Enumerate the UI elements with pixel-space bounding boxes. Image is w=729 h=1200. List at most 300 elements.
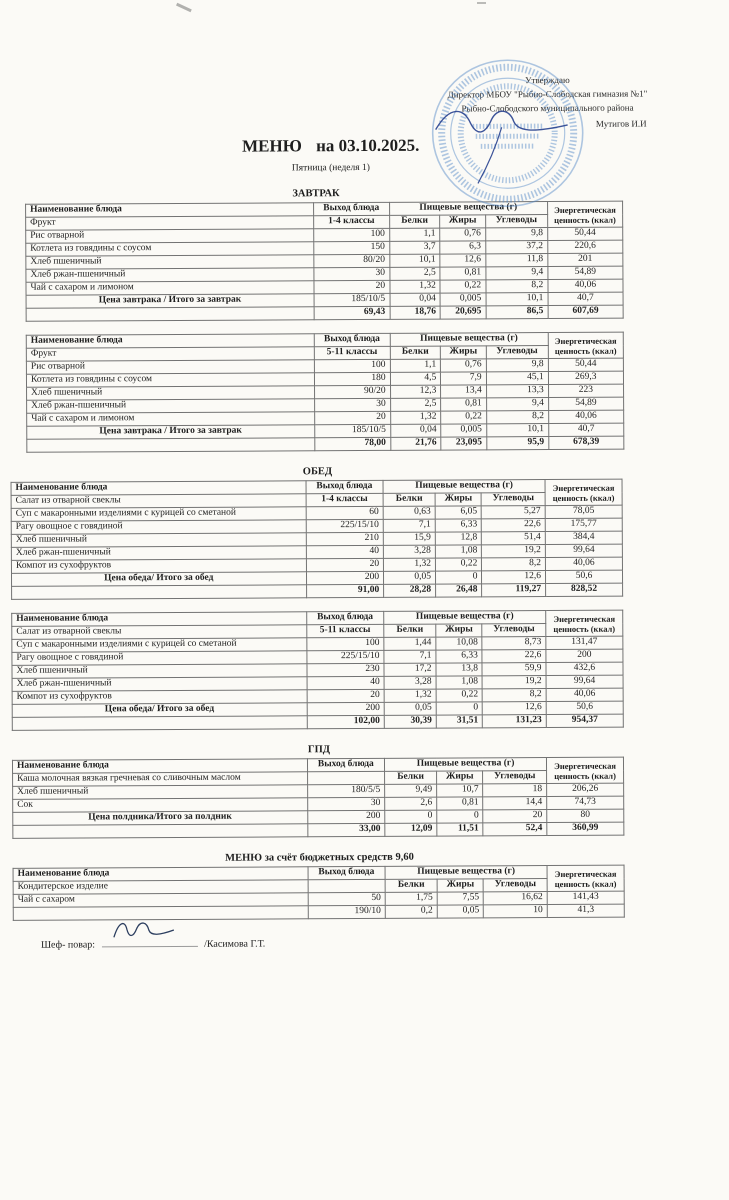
dish-name-cell: Хлеб пшеничный xyxy=(11,533,306,548)
dish-name-cell: Рагу овощное с говядиной xyxy=(11,520,306,535)
value-cell: 20 xyxy=(314,411,390,424)
dish-name-cell: Хлеб ржан-пшеничный xyxy=(12,677,307,692)
value-cell: 3,28 xyxy=(383,545,435,558)
title-word: МЕНЮ xyxy=(242,136,302,156)
value-cell: 9,4 xyxy=(486,398,548,411)
value-cell: 91,00 xyxy=(306,584,384,597)
value-cell: 50,6 xyxy=(546,701,623,714)
value-cell: 22,6 xyxy=(482,519,546,532)
value-cell: 41,3 xyxy=(547,904,624,917)
value-cell: 230 xyxy=(306,663,384,676)
value-cell: 0 xyxy=(436,571,482,584)
value-cell: 40 xyxy=(306,545,384,558)
value-cell: 54,89 xyxy=(548,266,623,279)
value-cell: 201 xyxy=(548,253,623,266)
approval-line-2: Директор МБОУ "Рыбно-Слободская гимназия №1" xyxy=(447,88,648,100)
value-cell: 26,48 xyxy=(436,584,482,597)
dish-name-cell: Хлеб пшеничный xyxy=(27,386,315,401)
value-cell: 86,5 xyxy=(486,306,548,319)
value-cell: 12,3 xyxy=(390,385,441,398)
signature-tail xyxy=(478,127,502,183)
table-body xyxy=(13,783,624,838)
value-cell: 11,51 xyxy=(437,823,483,836)
value-cell: 51,4 xyxy=(482,532,546,545)
value-cell: 3,7 xyxy=(389,241,440,254)
value-cell: 5,27 xyxy=(482,506,546,519)
first-dish-name-cell: Фрукт xyxy=(26,347,314,362)
value-cell: 10,1 xyxy=(389,254,440,267)
value-cell: 1,1 xyxy=(390,359,441,372)
value-cell: 52,4 xyxy=(483,823,547,836)
value-cell: 40,06 xyxy=(546,688,623,701)
dish-name-cell: Рагу овощное с говядиной xyxy=(12,651,307,666)
dish-name-cell: Рис отварной xyxy=(26,229,314,244)
col-header-dish-name: Наименование блюда xyxy=(26,334,314,349)
menu-table xyxy=(13,865,625,921)
chef-signature-icon xyxy=(107,915,179,945)
value-cell: 0,04 xyxy=(390,293,441,306)
value-cell: 30,39 xyxy=(384,715,436,728)
section-heading: ГПД xyxy=(307,744,330,756)
dish-name-cell: Цена завтрака / Итого за завтрак xyxy=(27,425,315,440)
value-cell: 13,4 xyxy=(441,385,486,398)
value-cell: 6,33 xyxy=(435,519,481,532)
value-cell: 185/10/5 xyxy=(314,424,390,437)
chef-label: Шеф- повар: xyxy=(40,939,96,951)
table-row xyxy=(27,436,624,452)
value-cell: 18 xyxy=(483,784,547,797)
class-label-cell: 5-11 классы xyxy=(306,624,384,637)
value-cell: 19,2 xyxy=(482,545,546,558)
value-cell: 6,05 xyxy=(435,506,481,519)
value-cell: 1,32 xyxy=(390,280,441,293)
value-cell: 141,43 xyxy=(547,891,624,904)
value-cell: 31,51 xyxy=(436,715,482,728)
value-cell: 225/15/10 xyxy=(306,519,384,532)
table-body xyxy=(11,505,622,599)
value-cell: 12,6 xyxy=(440,254,485,267)
dish-name-cell: Рис отварной xyxy=(26,360,314,375)
menu-table xyxy=(11,610,624,731)
value-cell: 12,6 xyxy=(483,702,547,715)
value-cell: 12,8 xyxy=(435,532,481,545)
table-row xyxy=(12,714,623,730)
value-cell: 78,00 xyxy=(315,437,391,450)
table-row xyxy=(13,904,624,920)
col-header-nutrients: Пищевые вещества (г) xyxy=(384,611,546,625)
value-cell: 50,44 xyxy=(548,358,623,371)
value-cell: 190/10 xyxy=(308,905,386,918)
value-cell: 678,39 xyxy=(549,436,624,449)
class-label-cell: 1-4 классы xyxy=(313,215,389,228)
value-cell: 0,22 xyxy=(440,280,485,293)
value-cell: 20 xyxy=(483,810,547,823)
dish-name-cell xyxy=(13,824,308,839)
col-header-energy: Энергетическая ценность (ккал) xyxy=(548,332,623,358)
section-heading: ЗАВТРАК xyxy=(292,188,340,200)
class-label-cell: 1-4 классы xyxy=(306,493,384,506)
dish-name-cell: Компот из сухофруктов xyxy=(12,690,307,705)
approval-line-3: Рыбно-Слободского муниципального района xyxy=(461,102,634,114)
dish-name-cell: Хлеб пшеничный xyxy=(13,785,308,800)
value-cell: 13,8 xyxy=(436,663,482,676)
value-cell: 225/15/10 xyxy=(306,650,384,663)
col-header-energy: Энергетическая ценность (ккал) xyxy=(546,757,623,783)
value-cell: 0,22 xyxy=(436,689,482,702)
value-cell: 33,00 xyxy=(307,823,385,836)
col-header-fat: Жиры xyxy=(440,215,485,228)
value-cell: 100 xyxy=(306,637,384,650)
chef-name: /Касимова Г.Т. xyxy=(204,938,266,950)
value-cell: 0,005 xyxy=(441,424,486,437)
value-cell: 200 xyxy=(307,810,385,823)
value-cell: 40,7 xyxy=(548,292,623,305)
value-cell: 360,99 xyxy=(547,822,624,835)
col-header-output: Выход блюда xyxy=(306,480,384,493)
col-header-protein: Белки xyxy=(389,215,440,228)
value-cell: 0,81 xyxy=(437,797,483,810)
value-cell: 10 xyxy=(484,905,548,918)
section-heading: ОБЕД xyxy=(302,466,333,478)
value-cell: 9,8 xyxy=(485,228,547,241)
value-cell: 40 xyxy=(307,676,385,689)
director-name: Мутигов И.И xyxy=(595,118,647,129)
value-cell: 1,32 xyxy=(384,689,436,702)
value-cell: 22,6 xyxy=(482,650,546,663)
value-cell: 20,695 xyxy=(440,306,485,319)
value-cell: 20 xyxy=(314,280,390,293)
value-cell: 0,05 xyxy=(384,702,436,715)
value-cell: 7,1 xyxy=(384,650,436,663)
chef-signature-stroke xyxy=(113,923,173,937)
approval-line-1: Утверждаю xyxy=(525,74,570,86)
value-cell: 0,81 xyxy=(441,398,486,411)
value-cell: 74,73 xyxy=(547,796,624,809)
value-cell: 21,76 xyxy=(390,437,441,450)
value-cell: 95,9 xyxy=(486,437,548,450)
section-tables xyxy=(3,478,729,731)
value-cell: 0,76 xyxy=(440,228,485,241)
first-dish-name-cell: Каша молочная вязкая гречневая со сливочным маслом xyxy=(13,772,308,787)
value-cell: 1,75 xyxy=(385,892,437,905)
table-body xyxy=(13,891,624,920)
value-cell: 37,2 xyxy=(485,241,547,254)
col-header-carbs: Углеводы xyxy=(482,493,546,506)
col-header-protein: Белки xyxy=(384,624,436,637)
col-header-carbs: Углеводы xyxy=(486,346,548,359)
col-header-dish-name: Наименование блюда xyxy=(12,759,307,774)
value-cell: 10,1 xyxy=(486,293,548,306)
menu-section xyxy=(4,742,729,839)
chef-line xyxy=(41,934,729,951)
value-cell: 119,27 xyxy=(482,584,546,597)
col-header-nutrients: Пищевые вещества (г) xyxy=(383,480,545,494)
col-header-nutrients: Пищевые вещества (г) xyxy=(385,758,547,772)
dish-name-cell: Чай с сахаром и лимоном xyxy=(27,412,315,427)
col-header-carbs: Углеводы xyxy=(482,624,546,637)
col-header-dish-name: Наименование блюда xyxy=(11,481,306,496)
value-cell: 2,5 xyxy=(390,398,441,411)
value-cell: 19,2 xyxy=(482,676,546,689)
page-subtitle: Пятница (неделя 1) xyxy=(291,162,370,174)
value-cell: 0,22 xyxy=(435,558,481,571)
value-cell: 90/20 xyxy=(314,385,390,398)
dish-name-cell xyxy=(12,585,307,600)
col-header-output: Выход блюда xyxy=(308,866,386,879)
value-cell: 9,49 xyxy=(385,784,437,797)
class-label-cell: 5-11 классы xyxy=(314,346,390,359)
value-cell: 8,2 xyxy=(486,411,548,424)
value-cell: 80/20 xyxy=(314,254,390,267)
value-cell: 99,64 xyxy=(546,675,623,688)
value-cell: 45,1 xyxy=(486,372,548,385)
dish-name-cell: Котлета из говядины с соусом xyxy=(26,373,314,388)
section-tables xyxy=(1,200,729,453)
col-header-carbs: Углеводы xyxy=(483,771,547,784)
dish-name-cell xyxy=(12,716,307,731)
value-cell: 3,28 xyxy=(384,676,436,689)
value-cell: 18,76 xyxy=(390,306,441,319)
value-cell: 9,4 xyxy=(486,267,548,280)
menu-section xyxy=(1,186,729,453)
value-cell: 8,2 xyxy=(483,689,547,702)
col-header-output: Выход блюда xyxy=(313,202,389,215)
dish-name-cell: Чай с сахаром xyxy=(13,893,308,908)
dish-name-cell: Хлеб ржан-пшеничный xyxy=(27,399,315,414)
value-cell: 0 xyxy=(436,702,482,715)
table-body xyxy=(26,227,623,321)
chef-signature-area xyxy=(102,937,198,948)
value-cell: 30 xyxy=(314,398,390,411)
value-cell: 30 xyxy=(314,267,390,280)
menu-table xyxy=(11,479,624,600)
menu-section xyxy=(4,850,729,921)
value-cell: 7,9 xyxy=(441,372,486,385)
dish-name-cell: Хлеб ржан-пшеничный xyxy=(26,268,314,283)
dish-name-cell: Цена обеда/ Итого за обед xyxy=(12,703,307,718)
dish-name-cell: Хлеб ржан-пшеничный xyxy=(11,546,306,561)
table-row xyxy=(12,583,623,599)
value-cell: 0 xyxy=(385,810,437,823)
value-cell: 20 xyxy=(306,558,384,571)
value-cell: 2,5 xyxy=(389,267,440,280)
menu-section xyxy=(2,464,729,731)
value-cell: 15,9 xyxy=(383,532,435,545)
value-cell: 206,26 xyxy=(547,783,624,796)
value-cell: 185/10/5 xyxy=(314,293,390,306)
dish-name-cell: Хлеб пшеничный xyxy=(12,664,307,679)
value-cell: 131,47 xyxy=(546,636,623,649)
value-cell: 0,05 xyxy=(437,905,483,918)
value-cell: 7,1 xyxy=(383,519,435,532)
dish-name-cell: Цена обеда/ Итого за обед xyxy=(11,572,306,587)
value-cell: 0,05 xyxy=(384,571,436,584)
value-cell: 0 xyxy=(437,810,483,823)
value-cell: 59,9 xyxy=(482,663,546,676)
col-header-output: Выход блюда xyxy=(314,333,390,346)
value-cell: 1,08 xyxy=(436,676,482,689)
first-dish-name-cell: Салат из отварной свеклы xyxy=(11,494,306,509)
col-header-dish-name: Наименование блюда xyxy=(12,612,307,627)
value-cell: 200 xyxy=(546,649,623,662)
value-cell: 384,4 xyxy=(545,531,622,544)
table-body xyxy=(12,636,623,730)
dish-name-cell: Цена полдника/Итого за полдник xyxy=(13,811,308,826)
value-cell: 607,69 xyxy=(548,305,623,318)
value-cell: 175,77 xyxy=(545,518,622,531)
col-header-protein: Белки xyxy=(385,879,437,892)
value-cell: 100 xyxy=(314,359,390,372)
col-header-fat: Жиры xyxy=(437,879,483,892)
value-cell: 14,4 xyxy=(483,797,547,810)
value-cell: 23,095 xyxy=(441,437,486,450)
menu-table xyxy=(12,757,624,839)
value-cell: 0,04 xyxy=(390,424,441,437)
value-cell: 131,23 xyxy=(483,715,547,728)
value-cell: 50,44 xyxy=(547,227,622,240)
table-row xyxy=(13,822,624,838)
value-cell: 30 xyxy=(307,797,385,810)
value-cell: 6,3 xyxy=(440,241,485,254)
value-cell: 2,6 xyxy=(385,797,437,810)
value-cell: 12,09 xyxy=(385,823,437,836)
value-cell: 54,89 xyxy=(548,397,623,410)
value-cell: 12,6 xyxy=(482,571,546,584)
value-cell: 9,8 xyxy=(486,359,548,372)
value-cell: 8,2 xyxy=(482,558,546,571)
value-cell: 954,37 xyxy=(546,714,623,727)
value-cell: 269,3 xyxy=(548,371,623,384)
col-header-dish-name: Наименование блюда xyxy=(13,867,308,882)
first-dish-name-cell: Салат из отварной свеклы xyxy=(12,625,307,640)
class-label-cell xyxy=(307,771,385,784)
value-cell: 1,32 xyxy=(384,558,436,571)
dish-name-cell xyxy=(26,307,314,322)
value-cell: 150 xyxy=(314,241,390,254)
director-signature-icon xyxy=(426,97,576,190)
value-cell: 8,73 xyxy=(482,637,546,650)
menu-table xyxy=(26,332,625,453)
value-cell: 102,00 xyxy=(307,715,385,728)
value-cell: 80 xyxy=(547,809,624,822)
value-cell: 10,08 xyxy=(436,637,482,650)
value-cell: 16,62 xyxy=(484,892,548,905)
dish-name-cell: Сок xyxy=(13,798,308,813)
col-header-energy: Энергетическая ценность (ккал) xyxy=(546,610,623,636)
value-cell: 10,7 xyxy=(437,784,483,797)
section-tables xyxy=(5,864,729,921)
value-cell: 0,63 xyxy=(383,506,435,519)
col-header-energy: Энергетическая ценность (ккал) xyxy=(545,479,622,505)
value-cell: 6,33 xyxy=(436,650,482,663)
value-cell: 40,06 xyxy=(548,410,623,423)
value-cell: 0,005 xyxy=(440,293,485,306)
class-label-cell xyxy=(308,879,386,892)
section-heading: МЕНЮ за счёт бюджетных средств 9,60 xyxy=(225,851,414,864)
dish-name-cell xyxy=(27,438,315,453)
value-cell: 99,64 xyxy=(545,544,622,557)
col-header-nutrients: Пищевые вещества (г) xyxy=(389,202,547,216)
value-cell: 1,08 xyxy=(435,545,481,558)
value-cell: 200 xyxy=(306,571,384,584)
value-cell: 17,2 xyxy=(384,663,436,676)
dish-name-cell: Суп с макаронными изделиями с курицей со сметаной xyxy=(11,507,306,522)
value-cell: 8,2 xyxy=(486,280,548,293)
value-cell: 40,06 xyxy=(548,279,623,292)
value-cell: 0,2 xyxy=(385,905,437,918)
value-cell: 40,06 xyxy=(545,557,622,570)
table-row xyxy=(26,305,623,321)
value-cell: 1,1 xyxy=(389,228,440,241)
value-cell: 10,1 xyxy=(486,424,548,437)
value-cell: 180/5/5 xyxy=(307,784,385,797)
col-header-protein: Белки xyxy=(385,771,437,784)
col-header-nutrients: Пищевые вещества (г) xyxy=(385,866,547,880)
col-header-output: Выход блюда xyxy=(306,611,384,624)
col-header-protein: Белки xyxy=(383,493,435,506)
value-cell: 200 xyxy=(307,702,385,715)
value-cell: 210 xyxy=(306,532,384,545)
value-cell: 0,81 xyxy=(440,267,485,280)
col-header-energy: Энергетическая ценность (ккал) xyxy=(547,201,622,227)
dish-name-cell: Хлеб пшеничный xyxy=(26,255,314,270)
value-cell: 28,28 xyxy=(384,584,436,597)
table-body xyxy=(26,358,623,452)
dish-name-cell: Суп с макаронными изделиями с курицей со сметаной xyxy=(12,638,307,653)
value-cell: 7,55 xyxy=(437,892,483,905)
col-header-nutrients: Пищевые вещества (г) xyxy=(390,333,548,347)
value-cell: 50 xyxy=(308,892,386,905)
value-cell: 0,22 xyxy=(441,411,486,424)
menu-table xyxy=(25,201,624,322)
col-header-dish-name: Наименование блюда xyxy=(26,203,314,218)
value-cell: 0,76 xyxy=(441,359,486,372)
dish-name-cell: Чай с сахаром и лимоном xyxy=(26,281,314,296)
value-cell: 432,6 xyxy=(546,662,623,675)
value-cell: 20 xyxy=(307,689,385,702)
value-cell: 1,44 xyxy=(384,637,436,650)
col-header-fat: Жиры xyxy=(435,493,481,506)
dish-name-cell: Цена завтрака / Итого за завтрак xyxy=(26,294,314,309)
col-header-carbs: Углеводы xyxy=(484,879,548,892)
sections xyxy=(1,186,729,921)
value-cell: 1,32 xyxy=(390,411,441,424)
value-cell: 180 xyxy=(314,372,390,385)
col-header-carbs: Углеводы xyxy=(485,215,547,228)
dish-name-cell: Компот из сухофруктов xyxy=(11,559,306,574)
value-cell: 78,05 xyxy=(545,505,622,518)
first-dish-name-cell: Кондитерское изделие xyxy=(13,880,308,895)
value-cell: 4,5 xyxy=(390,372,441,385)
value-cell: 11,8 xyxy=(486,254,548,267)
value-cell: 223 xyxy=(548,384,623,397)
value-cell: 828,52 xyxy=(546,583,623,596)
value-cell: 60 xyxy=(306,506,384,519)
col-header-protein: Белки xyxy=(390,346,441,359)
value-cell: 69,43 xyxy=(314,306,390,319)
col-header-fat: Жиры xyxy=(436,624,482,637)
value-cell: 50,6 xyxy=(545,570,622,583)
col-header-energy: Энергетическая ценность (ккал) xyxy=(547,865,624,891)
value-cell: 40,7 xyxy=(548,423,623,436)
first-dish-name-cell: Фрукт xyxy=(26,216,314,231)
value-cell: 13,3 xyxy=(486,385,548,398)
title-date: на 03.10.2025. xyxy=(316,135,420,156)
col-header-output: Выход блюда xyxy=(307,758,385,771)
value-cell: 100 xyxy=(313,228,389,241)
dish-name-cell: Котлета из говядины с соусом xyxy=(26,242,314,257)
value-cell: 220,6 xyxy=(548,240,623,253)
